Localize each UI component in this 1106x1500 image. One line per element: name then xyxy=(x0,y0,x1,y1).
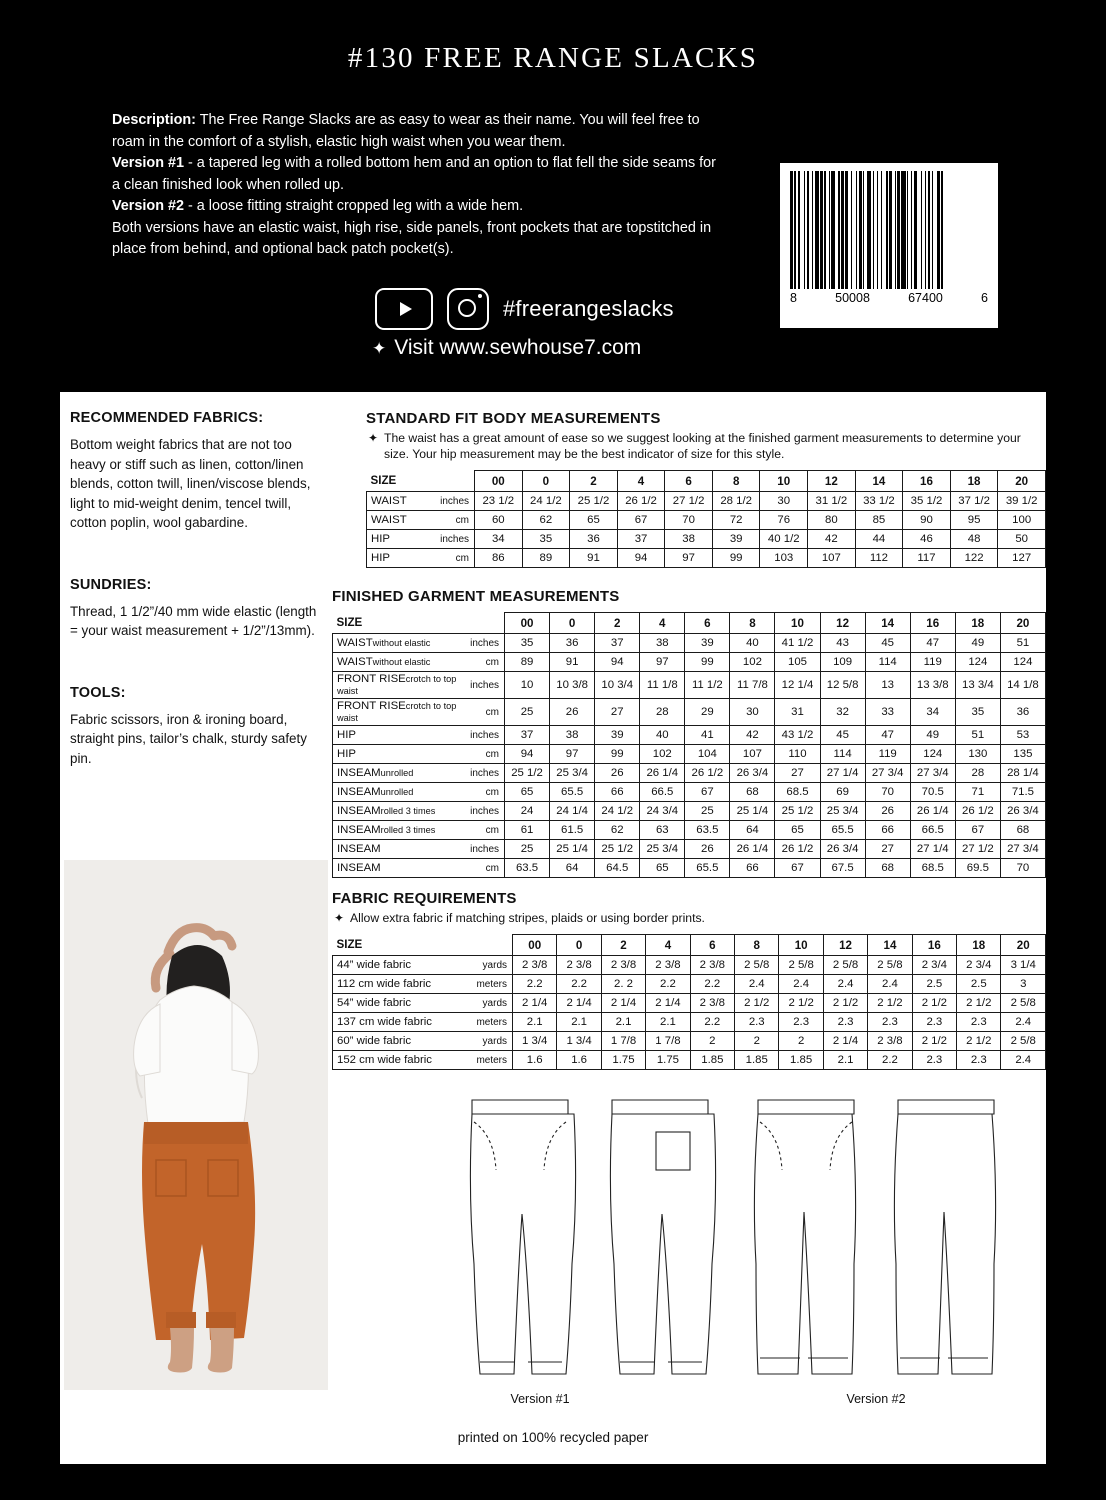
table-row: INSEAMunrolled inches 25 1/2 25 3/4 26 26 1/4 26 1/2 26 3/4 27 27 1/4 27 3/4 27 3/4 28 28 1/4 xyxy=(333,764,1046,783)
fabric-requirements-title: FABRIC REQUIREMENTS xyxy=(332,890,517,907)
table-row: 137 cm wide fabric meters 2.1 2.1 2.1 2.1 2.2 2.3 2.3 2.3 2.3 2.3 2.3 2.4 xyxy=(333,1013,1046,1032)
description-label: Description: xyxy=(112,112,196,128)
both-versions-text: Both versions have an elastic waist, high rise, side panels, front pockets that are topstitched in place from behind, and optional back patch pocket(s). xyxy=(112,219,712,257)
description-text: The Free Range Slacks are as easy to wear as their name. You will feel free to roam in the comfort of a stylish, elastic high waist when you wear them. xyxy=(112,112,700,150)
table-row: INSEAMrolled 3 times inches 24 24 1/4 24 1/2 24 3/4 25 25 1/4 25 1/2 25 3/4 26 26 1/4 26 1/2 26 3/4 xyxy=(333,802,1046,821)
body-measurements-title: STANDARD FIT BODY MEASUREMENTS xyxy=(366,410,661,427)
table-row: WAIST cm 60 62 65 67 70 72 76 80 85 90 95 100 xyxy=(367,511,1046,530)
fabric-requirements-table: SIZE 00 0 2 4 6 8 10 12 14 16 18 20 44” wide fabric yards 2 3/8 2 3/8 2 3/8 2 3/8 2 3/8 2 5/8 2 5/8 2 5/8 2 5/8 2 3/4 2 3/4 3 1/4 112 cm wide fabric meters 2.2 2.2 2. 2 2.2 2.2 2.4 2.4 2.4 2.4 2.5 2.5 3 54” wide fabric yards 2 1/4 2 1/4 2 1/4 2 1/4 2 3/8 2 1/2 2 1/2 2 1/2 2 1/2 2 1/2 2 1/2 2 5/8 137 cm wide fabric meters 2.1 2.1 2.1 2.1 2.2 2.3 2.3 2.3 2.3 2.3 2.3 2.4 60” wide fabric yards 1 3/4 1 3/4 1 7/8 1 7/8 2 2 2 2 1/4 2 3/8 2 1/2 2 1/2 2 5/8 152 cm wide fabric meters 1.6 1.6 1.75 1.75 1.85 1.85 1.85 2.1 2.2 2.3 2.3 2.4 xyxy=(332,934,1046,1070)
sundries-title: SUNDRIES: xyxy=(70,576,152,593)
table-row: 44” wide fabric yards 2 3/8 2 3/8 2 3/8 2 3/8 2 3/8 2 5/8 2 5/8 2 5/8 2 5/8 2 3/4 2 3/4 3 1/4 xyxy=(333,956,1046,975)
tools-title: TOOLS: xyxy=(70,684,126,701)
version2-caption: Version #2 xyxy=(846,1392,906,1406)
table-row: WAISTwithout elastic cm 89 91 94 97 99 102 105 109 114 119 124 124 xyxy=(333,653,1046,672)
version2-text: - a loose fitting straight cropped leg with a wide hem. xyxy=(184,198,524,214)
barcode-digit-2: 67400 xyxy=(908,291,943,305)
body-measurements-table: SIZE 00 0 2 4 6 8 10 12 14 16 18 20 WAIST inches 23 1/2 24 1/2 25 1/2 26 1/2 27 1/2 28 1/2 30 31 1/2 33 1/2 35 1/2 37 1/2 39 1/2 WAIST cm 60 62 65 67 70 72 76 80 85 90 95 100 HIP inches 34 35 36 37 38 39 40 1/2 42 44 46 48 50 HIP cm 86 89 91 94 97 99 103 107 112 117 122 127 xyxy=(366,470,1046,568)
table-row: 54” wide fabric yards 2 1/4 2 1/4 2 1/4 2 1/4 2 3/8 2 1/2 2 1/2 2 1/2 2 1/2 2 1/2 2 1/2 2 5/8 xyxy=(333,994,1046,1013)
header-panel xyxy=(0,0,1106,392)
finished-measurements-title: FINISHED GARMENT MEASUREMENTS xyxy=(332,588,620,605)
table-row: HIP inches 37 38 39 40 41 42 43 1/2 45 47 49 51 53 xyxy=(333,726,1046,745)
finished-measurements-table: SIZE 00 0 2 4 6 8 10 12 14 16 18 20 WAISTwithout elastic inches 35 36 37 38 39 40 41 1/2 43 45 47 49 51 WAISTwithout elastic cm 89 91 94 97 99 102 105 109 114 119 124 124 FRONT RISEcrotch to top waist inches 10 10 3/8 10 3/4 11 1/8 11 1/2 11 7/8 12 1/4 12 5/8 13 13 3/8 13 3/4 14 1/8 FRONT RISEcrotch to top waist cm 25 26 27 28 29 30 31 32 33 34 35 36 HIP inches 37 38 39 40 41 42 43 1/2 45 47 49 51 53 HIP cm 94 97 99 102 104 107 110 114 119 124 130 135 INSEAMunrolled inches 25 1/2 25 3/4 26 26 1/4 26 1/2 26 3/4 27 27 1/4 27 3/4 27 3/4 28 28 1/4 INSEAMunrolled cm 65 65.5 66 66.5 67 68 68.5 69 70 70.5 71 71.5 INSEAMrolled 3 times inches 24 24 1/4 24 1/2 24 3/4 25 25 1/4 25 1/2 25 3/4 26 26 1/4 26 1/2 26 3/4 INSEAMrolled 3 times cm 61 61.5 62 63 63.5 64 65 65.5 66 66.5 67 68 INSEAM inches 25 25 1/4 25 1/2 25 3/4 26 26 1/4 26 1/2 26 3/4 27 27 1/4 27 1/2 27 3/4 INSEAM cm 63.5 64 64.5 65 65.5 66 67 67.5 68 68.5 69.5 70 xyxy=(332,612,1046,878)
table-row: 60” wide fabric yards 1 3/4 1 3/4 1 7/8 1 7/8 2 2 2 2 1/4 2 3/8 2 1/2 2 1/2 2 5/8 xyxy=(333,1032,1046,1051)
table-row: 152 cm wide fabric meters 1.6 1.6 1.75 1.75 1.85 1.85 1.85 2.1 2.2 2.3 2.3 2.4 xyxy=(333,1051,1046,1070)
table-row: WAISTwithout elastic inches 35 36 37 38 39 40 41 1/2 43 45 47 49 51 xyxy=(333,634,1046,653)
table-row: HIP cm 86 89 91 94 97 99 103 107 112 117 122 127 xyxy=(367,549,1046,568)
model-photo-illustration xyxy=(64,860,328,1390)
model-photo xyxy=(64,860,328,1390)
website-text: Visit www.sewhouse7.com xyxy=(394,336,642,359)
star-icon: ✦ xyxy=(334,911,345,925)
recommended-fabrics-title: RECOMMENDED FABRICS: xyxy=(70,410,264,426)
table-row: 112 cm wide fabric meters 2.2 2.2 2. 2 2.2 2.2 2.4 2.4 2.4 2.4 2.5 2.5 3 xyxy=(333,975,1046,994)
page-title: #130 FREE RANGE SLACKS xyxy=(347,42,759,74)
finished-measurements-section xyxy=(332,588,1046,878)
table-row: HIP cm 94 97 99 102 104 107 110 114 119 124 130 135 xyxy=(333,745,1046,764)
fabric-requirements-note xyxy=(332,910,1046,926)
fabric-requirements-note-text: Allow extra fabric if matching stripes, plaids or using border prints. xyxy=(350,911,705,925)
table-row: INSEAM inches 25 25 1/4 25 1/2 25 3/4 26 26 1/4 26 1/2 26 3/4 27 27 1/4 27 1/2 27 3/4 xyxy=(333,840,1046,859)
table-row: FRONT RISEcrotch to top waist cm 25 26 27 28 29 30 31 32 33 34 35 36 xyxy=(333,699,1046,726)
star-icon: ✦ xyxy=(368,431,379,445)
version1-caption: Version #1 xyxy=(510,1392,570,1406)
sidebar xyxy=(70,410,320,768)
barcode-digit-3: 6 xyxy=(981,291,988,305)
body-measurements-note xyxy=(366,430,1046,462)
header-angle-shape xyxy=(0,0,1106,392)
footer xyxy=(60,1412,1046,1464)
body-measurements-note-text: The waist has a great amount of ease so we suggest looking at the finished garment measurements to determine your size. Your hip measurement may be the best indicator of size for this style. xyxy=(384,431,1021,461)
technical-drawings xyxy=(452,1092,1012,1406)
table-row: INSEAM cm 63.5 64 64.5 65 65.5 66 67 67.5 68 68.5 69.5 70 xyxy=(333,859,1046,878)
star-icon: ✦ xyxy=(372,339,387,358)
table-row: INSEAMunrolled cm 65 65.5 66 66.5 67 68 68.5 69 70 70.5 71 71.5 xyxy=(333,783,1046,802)
technical-drawing-illustrations xyxy=(452,1092,1012,1392)
barcode-digit-0: 8 xyxy=(790,291,797,305)
body-measurements-section xyxy=(366,410,1046,568)
sundries-text: Thread, 1 1/2”/40 mm wide elastic (length = your waist measurement + 1/2”/13mm). xyxy=(70,603,317,638)
table-row: WAIST inches 23 1/2 24 1/2 25 1/2 26 1/2 27 1/2 28 1/2 30 31 1/2 33 1/2 35 1/2 37 1/2 39 1/2 xyxy=(367,492,1046,511)
barcode-digit-1: 50008 xyxy=(835,291,870,305)
content-panel xyxy=(60,392,1046,1412)
version2-label: Version #2 xyxy=(112,198,184,214)
fabric-requirements-section xyxy=(332,890,1046,1070)
footer-text: printed on 100% recycled paper xyxy=(457,1430,649,1445)
table-row: HIP inches 34 35 36 37 38 39 40 1/2 42 44 46 48 50 xyxy=(367,530,1046,549)
social-handle: #freerangeslacks xyxy=(503,296,674,321)
version1-label: Version #1 xyxy=(112,155,184,171)
tools-text: Fabric scissors, iron & ironing board, straight pins, tailor’s chalk, sturdy safety pin. xyxy=(70,711,307,766)
recommended-fabrics-text: Bottom weight fabrics that are not too heavy or stiff such as linen, cotton/linen blends, cotton twill, linen/viscose blends, light to mid-weight denim, tencel twill, cotton poplin, wool gabardine. xyxy=(70,437,311,530)
version1-text: - a tapered leg with a rolled bottom hem and an option to flat fell the side seams for a clean finished look when rolled up. xyxy=(112,155,716,193)
table-row: INSEAMrolled 3 times cm 61 61.5 62 63 63.5 64 65 65.5 66 66.5 67 68 xyxy=(333,821,1046,840)
table-row: FRONT RISEcrotch to top waist inches 10 10 3/8 10 3/4 11 1/8 11 1/2 11 7/8 12 1/4 12 5/8 13 13 3/8 13 3/4 14 1/8 xyxy=(333,672,1046,699)
